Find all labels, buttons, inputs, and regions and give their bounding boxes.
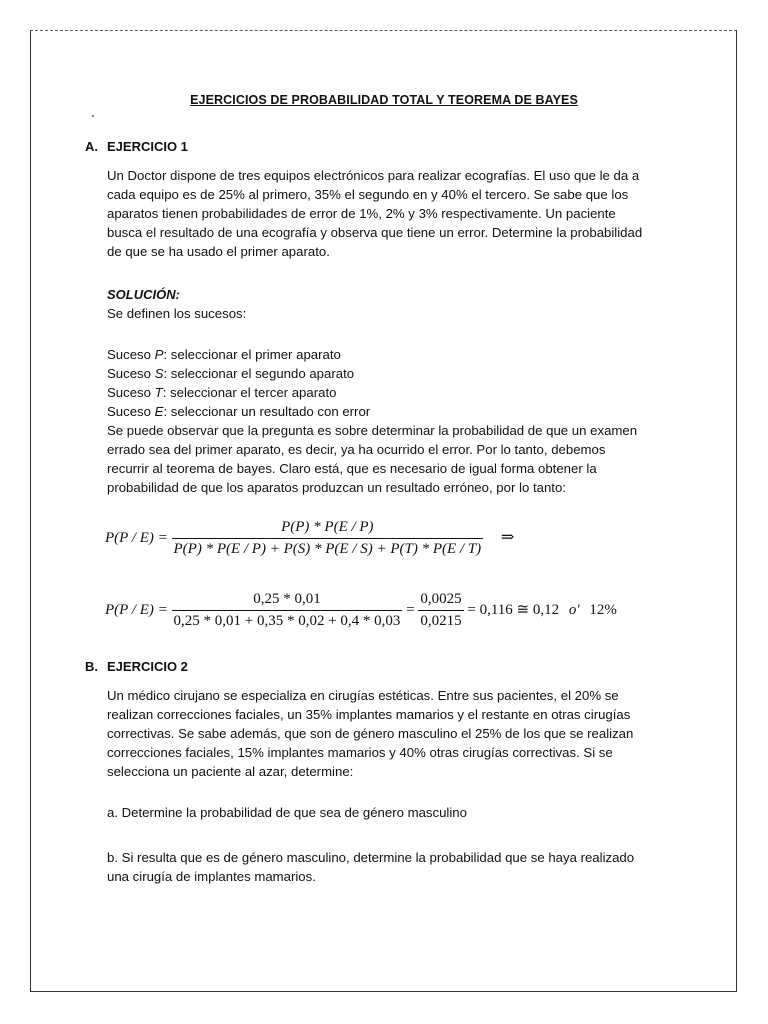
exercise-1-statement	[107, 166, 660, 261]
statement-line: Un médico cirujano se especializa en cirugías estéticas. Entre sus pacientes, el 20% se	[107, 688, 619, 703]
exercise-2-statement	[107, 686, 660, 781]
stray-dot	[92, 115, 94, 117]
exercise-2-title: EJERCICIO 2	[107, 659, 188, 674]
reduced-denominator: 0,0215	[418, 610, 463, 630]
numeric-denominator: 0,25 * 0,01 + 0,35 * 0,02 + 0,4 * 0,03	[172, 610, 403, 630]
event-item: Suceso T: seleccionar el tercer aparato	[107, 385, 337, 400]
exercise-1-title: EJERCICIO 1	[107, 139, 188, 154]
solucion-intro: Se definen los sucesos:	[107, 306, 247, 321]
explanation-line: probabilidad de que los aparatos produzcan un resultado erróneo, por lo tanto:	[107, 480, 566, 495]
bayes-formula	[105, 519, 514, 558]
formula-result: = 0,116 ≅ 0,12	[467, 601, 560, 618]
exercise-2-heading	[85, 659, 188, 674]
event-item: Suceso P: seleccionar el primer aparato	[107, 347, 341, 362]
explanation-line: Se puede observar que la pregunta es sobre determinar la probabilidad de que un examen	[107, 423, 638, 438]
formula-numerator: P(P) * P(E / P)	[281, 519, 374, 535]
formula-lhs: P(P / E) =	[105, 601, 168, 618]
reduced-fraction	[418, 591, 463, 630]
explanation	[107, 421, 660, 497]
percent-result: 12%	[589, 601, 617, 618]
exercise-2-letter: B.	[85, 659, 98, 674]
statement-line: busca el resultado de una ecografía y observa que tiene un error. Determine la probabilidad	[107, 225, 643, 240]
document-title: EJERCICIOS DE PROBABILIDAD TOTAL Y TEOREMA DE BAYES	[190, 93, 578, 107]
explanation-line: errado sea del primer aparato, es decir, ya ha ocurrido el error. Por lo tanto, debemos	[107, 442, 606, 457]
statement-line: cada equipo es de 25% al primero, 35% el segundo en y 40% el tercero. Se sabe que los	[107, 187, 629, 202]
equals-sign: =	[406, 601, 415, 618]
statement-line: de que se ha usado el primer aparato.	[107, 244, 330, 259]
events-list	[107, 345, 370, 421]
part-b	[107, 848, 660, 886]
event-item: Suceso E: seleccionar un resultado con error	[107, 404, 371, 419]
statement-line: realizan correcciones faciales, un 35% implantes mamarios y el restante en otras cirugías	[107, 707, 631, 722]
solucion-label: SOLUCIÓN:	[107, 287, 180, 302]
exercise-1-letter: A.	[85, 139, 98, 154]
numeric-formula	[105, 591, 617, 630]
or-symbol: o'	[568, 601, 580, 618]
exercise-1-heading	[85, 139, 188, 154]
numeric-fraction	[172, 591, 403, 630]
formula-fraction	[172, 519, 484, 558]
implies-symbol: ⇒	[500, 528, 515, 546]
part-a: a. Determine la probabilidad de que sea de género masculino	[107, 805, 467, 820]
formula-denominator: P(P) * P(E / P) + P(S) * P(E / S) + P(T) * P(E / T)	[172, 538, 484, 558]
statement-line: Un Doctor dispone de tres equipos electrónicos para realizar ecografías. El uso que le da a	[107, 168, 640, 183]
numeric-numerator: 0,25 * 0,01	[253, 591, 321, 607]
reduced-numerator: 0,0025	[420, 591, 462, 607]
explanation-line: recurrir al teorema de bayes. Claro está, que es necesario de igual forma obtener la	[107, 461, 597, 476]
statement-line: correctivas. Se sabe además, que son de género masculino el 25% de los que se realizan	[107, 726, 634, 741]
statement-line: correcciones faciales, 15% implantes mamarios y 40% otras cirugías correctivas. Si se	[107, 745, 613, 760]
part-b-line: b. Si resulta que es de género masculino, determine la probabilidad que se haya realizado	[107, 850, 635, 865]
formula-lhs: P(P / E) =	[105, 529, 168, 546]
event-item: Suceso S: seleccionar el segundo aparato	[107, 366, 355, 381]
part-b-line: una cirugía de implantes mamarios.	[107, 869, 316, 884]
statement-line: aparatos tienen probabilidades de error de 1%, 2% y 3% respectivamente. Un paciente	[107, 206, 616, 221]
statement-line: selecciona un paciente al azar, determine:	[107, 764, 354, 779]
